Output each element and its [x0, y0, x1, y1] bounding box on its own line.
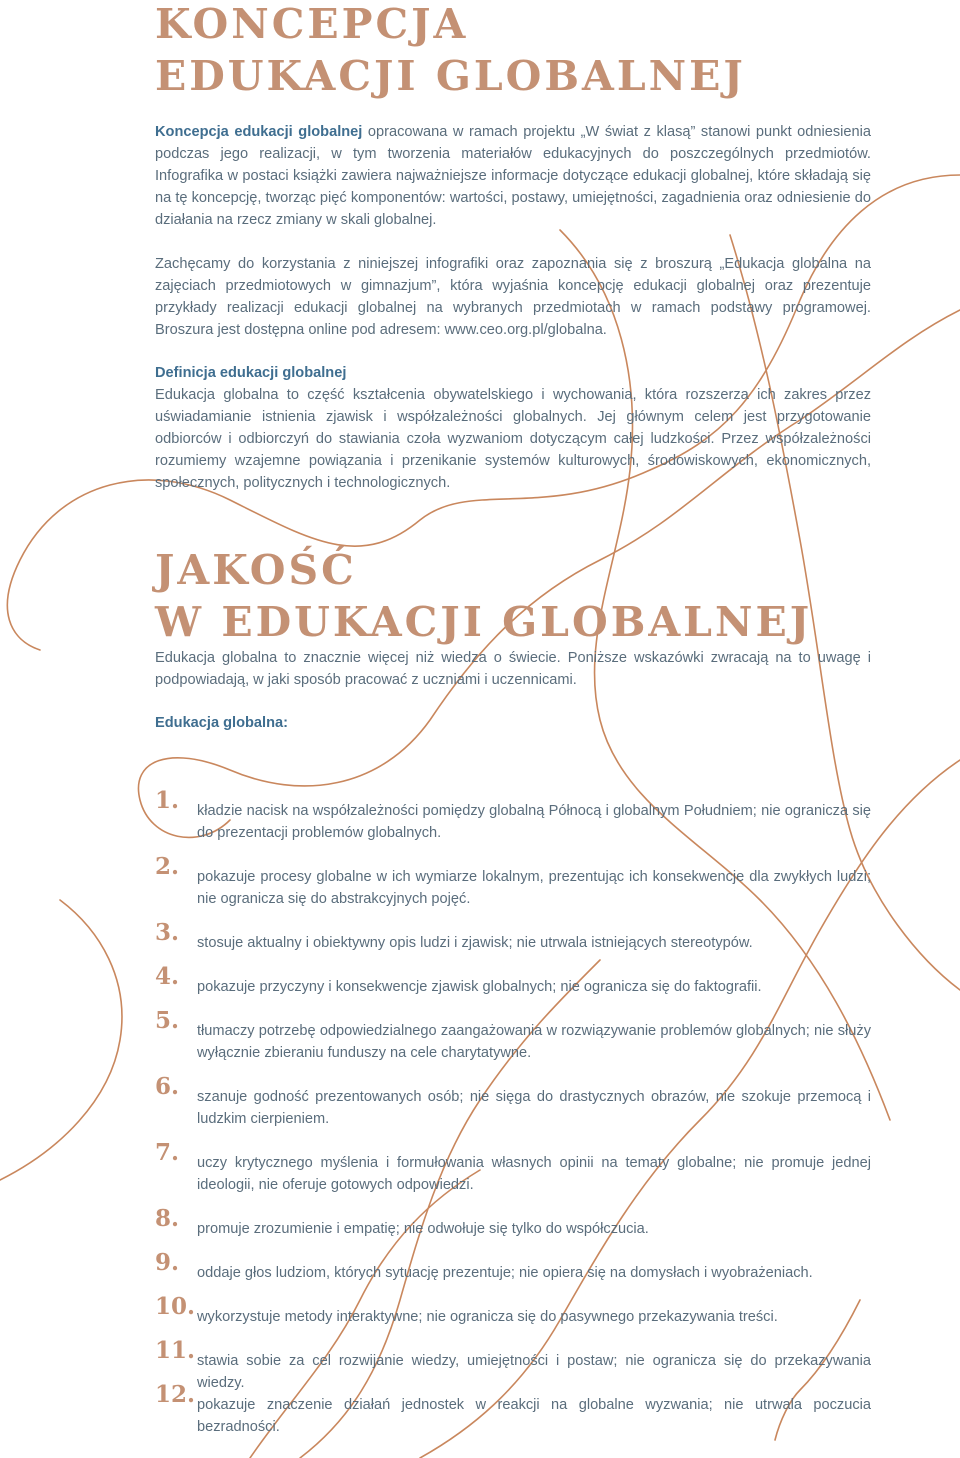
intro-bold: Koncepcja edukacji globalnej — [155, 124, 363, 140]
list-item — [155, 1139, 871, 1196]
list-item-number: 10. — [155, 1293, 196, 1320]
section2-title-line1: JAKOŚĆ — [155, 546, 357, 594]
section1-title-line1: KONCEPCJA — [155, 0, 469, 48]
section2-title-line2: W EDUKACJI GLOBALNEJ — [155, 598, 813, 646]
list-item — [155, 1381, 871, 1438]
list-item-number: 1. — [155, 787, 180, 814]
list-item — [155, 1073, 871, 1130]
list-item — [155, 1007, 871, 1064]
list-item-number: 6. — [155, 1073, 180, 1100]
list-item-text: pokazuje procesy globalne w ich wymiarze lokalnym, prezentując ich konsekwencje dla zwykłych ludzi; nie ogranicza się do abstrakcyjnych pojęć. — [197, 869, 871, 907]
list-item-text: stosuje aktualny i obiektywny opis ludzi i zjawisk; nie utrwala istniejących stereotypów. — [197, 935, 753, 951]
infographic-paragraph: Zachęcamy do korzystania z niniejszej infografiki oraz zapoznania się z broszurą „Edukacja globalna na zajęciach przedmiotowych w gimnazjum”, która wyjaśnia koncepcję edukacji globalnej oraz prezentuje przykłady realizacji edukacji globalnej na wybranych przedmiotach w ramach podstawy programowej. Broszura jest dostępna online pod adresem: www.ceo.org.pl/globalna. — [155, 256, 871, 338]
list-item-number: 2. — [155, 853, 180, 880]
definition-text: Edukacja globalna to część kształcenia obywatelskiego i wychowania, która rozszerza ich zakres przez uświadamianie istnienia zjawisk i współzależności globalnych. Jej głównym celem jest przygotowanie odbiorców i odbiorczyń do stawiania czoła wyzwaniom dotyczącym całej ludzkości. Przez współzależności rozumiemy wzajemne powiązania i przenikanie systemów kulturowych, środowiskowych, ekonomicznych, społecznych, politycznych i technologicznych. — [155, 387, 871, 491]
list-item-text: kładzie nacisk na współzależności pomiędzy globalną Północą i globalnym Południem; nie ogranicza się do prezentacji problemów globalnych. — [197, 803, 871, 841]
section1-title-line2: EDUKACJI GLOBALNEJ — [155, 52, 746, 100]
list-item-text: uczy krytycznego myślenia i formułowania własnych opinii na tematy globalne; nie promuje jednej ideologii, nie oferuje gotowych odpowiedzi. — [197, 1155, 871, 1193]
list-item — [155, 963, 871, 998]
list-item — [155, 1205, 871, 1240]
list-heading: Edukacja globalna: — [155, 715, 288, 731]
list-item-text: wykorzystuje metody interaktywne; nie ogranicza się do pasywnego przekazywania treści. — [197, 1309, 778, 1325]
section2-title — [155, 544, 955, 648]
list-item-number: 11. — [155, 1337, 196, 1364]
list-item-text: tłumaczy potrzebę odpowiedzialnego zaangażowania w rozwiązywanie problemów globalnych; nie służy wyłącznie zbieraniu funduszy na cele charytatywne. — [197, 1023, 871, 1061]
list-item-number: 7. — [155, 1139, 180, 1166]
list-item-text: szanuje godność prezentowanych osób; nie sięga do drastycznych obrazów, nie szokuje przemocą i ludzkim cierpieniem. — [197, 1089, 871, 1127]
intro-text: opracowana w ramach projektu „W świat z klasą” stanowi punkt odniesienia podczas jego realizacji, w tym tworzenia materiałów edukacyjnych do poszczególnych przedmiotów. Infografika w postaci książki zawiera najważniejsze informacje dotyczące edukacji globalnej, które składają się na tę koncepcję, tworząc pięć komponentów: wartości, postawy, umiejętności, zagadnienia oraz odniesienie do działania na rzecz zmiany w skali globalnej. — [155, 124, 871, 228]
list-item — [155, 919, 871, 954]
list-item-number: 4. — [155, 963, 180, 990]
list-item-text: stawia sobie za cel rozwijanie wiedzy, umiejętności i postaw; nie ogranicza się do przekazywania wiedzy. — [197, 1353, 871, 1391]
list-item-text: oddaje głos ludziom, których sytuację prezentuje; nie opiera się na domysłach i wyobrażeniach. — [197, 1265, 813, 1281]
list-item-number: 8. — [155, 1205, 180, 1232]
section1-title — [155, 0, 955, 102]
list-item-number: 12. — [155, 1381, 196, 1408]
definition-heading: Definicja edukacji globalnej — [155, 365, 347, 381]
list-item — [155, 1293, 871, 1328]
list-item — [155, 1337, 871, 1394]
list-item-number: 9. — [155, 1249, 180, 1276]
list-item — [155, 1249, 871, 1284]
list-item-number: 5. — [155, 1007, 180, 1034]
list-item-text: pokazuje znaczenie działań jednostek w reakcji na globalne wyzwania; nie utrwala poczucia bezradności. — [197, 1397, 871, 1435]
list-item-text: pokazuje przyczyny i konsekwencje zjawisk globalnych; nie ogranicza się do faktografii. — [197, 979, 762, 995]
section2-intro: Edukacja globalna to znacznie więcej niż wiedza o świecie. Poniższe wskazówki zwracają na to uwagę i podpowiadają, w jaki sposób pracować z uczniami i uczennicami. — [155, 650, 871, 688]
list-item-text: promuje zrozumienie i empatię; nie odwołuje się tylko do współczucia. — [197, 1221, 649, 1237]
list-item — [155, 787, 871, 844]
intro-paragraph — [155, 121, 871, 231]
list-item — [155, 853, 871, 910]
list-item-number: 3. — [155, 919, 180, 946]
